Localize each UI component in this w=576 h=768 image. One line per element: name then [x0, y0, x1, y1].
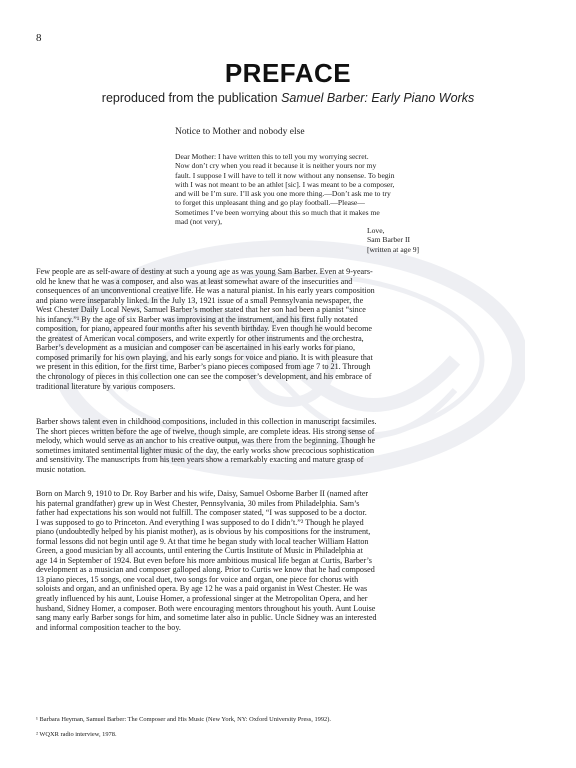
- paragraph-line: Green, a good musician by all accounts, until entering the Curtis Institute of Music in Philadelphia at: [36, 546, 363, 556]
- paragraph-line: sometimes imitated sentimental lighter music of the day, the early works show precocious sophistication: [36, 445, 374, 455]
- page-number: 8: [36, 32, 42, 44]
- paragraph-line: I was supposed to go to Princeton. And everything I was supposed to do I didn’t.”² Though he played: [36, 517, 364, 527]
- paragraph-line: melody, which would serve as an anchor to his creative output, was there from the beginning. Though he: [36, 436, 376, 446]
- subtitle-publication: Samuel Barber: Early Piano Works: [281, 91, 475, 105]
- paragraph-line: Born on March 9, 1910 to Dr. Roy Barber and his wife, Daisy, Samuel Osborne Barber II (named after: [36, 489, 369, 498]
- paragraph-line: old he knew that he was a composer, and also was at least somewhat aware of the insecurities and: [36, 276, 353, 286]
- letter-line: to forget this unpleasant thing and go play football.—Please—: [175, 198, 365, 208]
- paragraph-line: Few people are as self-aware of destiny at such a young age as was young Sam Barber. Even at 9-years-: [36, 267, 373, 276]
- signoff-line: Love,: [367, 226, 385, 235]
- footnotes: [36, 716, 331, 746]
- footnote-1: ¹ Barbara Heyman, Samuel Barber: The Composer and His Music (New York, NY: Oxford University Press, 1992).: [36, 716, 331, 723]
- paragraph-line: and piano were inseparably linked. In the July 13, 1921 issue of a small Pennsylvania newspaper, the: [36, 295, 364, 305]
- letter-line: and will be I’m sure. I’ll ask you one more thing.—Don’t ask me to try: [175, 189, 391, 199]
- paragraph-line: consequences of an unconventional creative life. He was a natural pianist. In his early years composition: [36, 286, 375, 296]
- paragraph-1: [36, 267, 546, 391]
- paragraph-line: age 14 in September of 1924. But even before his more ambitious musical life began at Curtis, Barber’s: [36, 555, 372, 565]
- paragraph-3: [36, 489, 546, 632]
- signoff-line: [written at age 9]: [367, 244, 420, 254]
- paragraph-line: West Chester Daily Local News, Samuel Barber’s mother stated that her son had been a pianist “since: [36, 305, 366, 315]
- paragraph-line: The short pieces written before the age of twelve, though simple, are complete ideas. His strong sense of: [36, 426, 375, 436]
- letter-line: mad (not very),: [175, 217, 223, 227]
- letter-heading: Notice to Mother and nobody else: [175, 127, 305, 137]
- paragraph-line: the chronology of pieces in this collection one can see the composer’s development, and his embrace of: [36, 372, 372, 382]
- paragraph-2: [36, 417, 546, 474]
- letter-line: fault. I suppose I will have to tell it now without any nonsense. To begin: [175, 170, 395, 180]
- letter-line: Now don’t cry when you read it because it is neither yours nor my: [175, 161, 377, 171]
- paragraph-line: and sensitivity. The manuscripts from his teen years show a remarkably exacting and mature grasp of: [36, 455, 364, 465]
- paragraph-line: father had expectations his son would not fulfill. The composer stated, “I was supposed to be a doctor.: [36, 508, 367, 518]
- paragraph-line: husband, Sidney Homer, a composer. Both were encouraging mentors throughout his youth. Aunt Louise: [36, 603, 376, 613]
- paragraph-line: his paternal grandfather) grew up in West Chester, Pennsylvania, 30 miles from Philadelphia. Sam’s: [36, 498, 360, 508]
- paragraph-line: piano (undoubtedly helped by his pianist mother), as is obvious by his compositions for the instrument,: [36, 527, 371, 537]
- footnote-2: ² WQXR radio interview, 1978.: [36, 731, 117, 738]
- paragraph-line: traditional literature by various composers.: [36, 381, 176, 391]
- page-subtitle: [0, 91, 576, 105]
- paragraph-line: formal lessons did not begin until age 9. At that time he began study with local teacher William Hatton: [36, 536, 369, 546]
- paragraph-line: we present in this edition, for the first time, Barber’s piano pieces composed from age 7 to 21. Through: [36, 362, 371, 372]
- page-title: PREFACE: [224, 58, 352, 88]
- letter-line: with I was not meant to be an athlet [sic]. I was meant to be a composer,: [175, 179, 395, 189]
- letter-line: Dear Mother: I have written this to tell you my worrying secret.: [175, 152, 369, 161]
- paragraph-line: music notation.: [36, 464, 86, 474]
- paragraph-line: greatly influenced by his aunt, Louise Homer, a professional singer at the Metropolitan Opera, and her: [36, 594, 368, 604]
- paragraph-line: Barber shows talent even in childhood compositions, included in this collection in manuscript facsimiles.: [36, 417, 377, 426]
- letter-signoff: [367, 226, 419, 254]
- paragraph-line: sang many early Barber songs for him, and sometime later also in public. Uncle Sidney was an interested: [36, 613, 377, 623]
- paragraph-line: 13 piano pieces, 15 songs, one vocal duet, two songs for voice and organ, one piece for chorus with: [36, 574, 359, 584]
- subtitle-prefix: reproduced from the publication: [101, 91, 282, 105]
- paragraph-line: Barber’s development as a musician and composer can be ascertained in his early works for piano,: [36, 343, 355, 353]
- letter-line: Sometimes I’ve been worrying about this so much that it makes me: [175, 207, 380, 217]
- signoff-line: Sam Barber II: [367, 235, 411, 245]
- paragraph-line: composition, for piano, appeared four months after his seventh birthday. Even though he would become: [36, 324, 372, 334]
- paragraph-line: the greatest of American vocal composers, and write expertly for other instruments and the orchestra,: [36, 333, 364, 343]
- paragraph-line: soloists and organ, and an unfinished opera. By age 12 he was a paid organist in West Chester. He was: [36, 584, 368, 594]
- letter-body: [175, 152, 505, 226]
- paragraph-line: his infancy.”¹ By the age of six Barber was improvising at the instrument, and his first fully notated: [36, 314, 358, 324]
- paragraph-line: composed primarily for his own playing, and his early songs for voice and piano. It is with pleasure that: [36, 352, 373, 362]
- paragraph-line: development as a musician and composer galloped along. Prior to Curtis we know that he had composed: [36, 565, 375, 575]
- paragraph-line: and informal composition teacher to the boy.: [36, 622, 181, 632]
